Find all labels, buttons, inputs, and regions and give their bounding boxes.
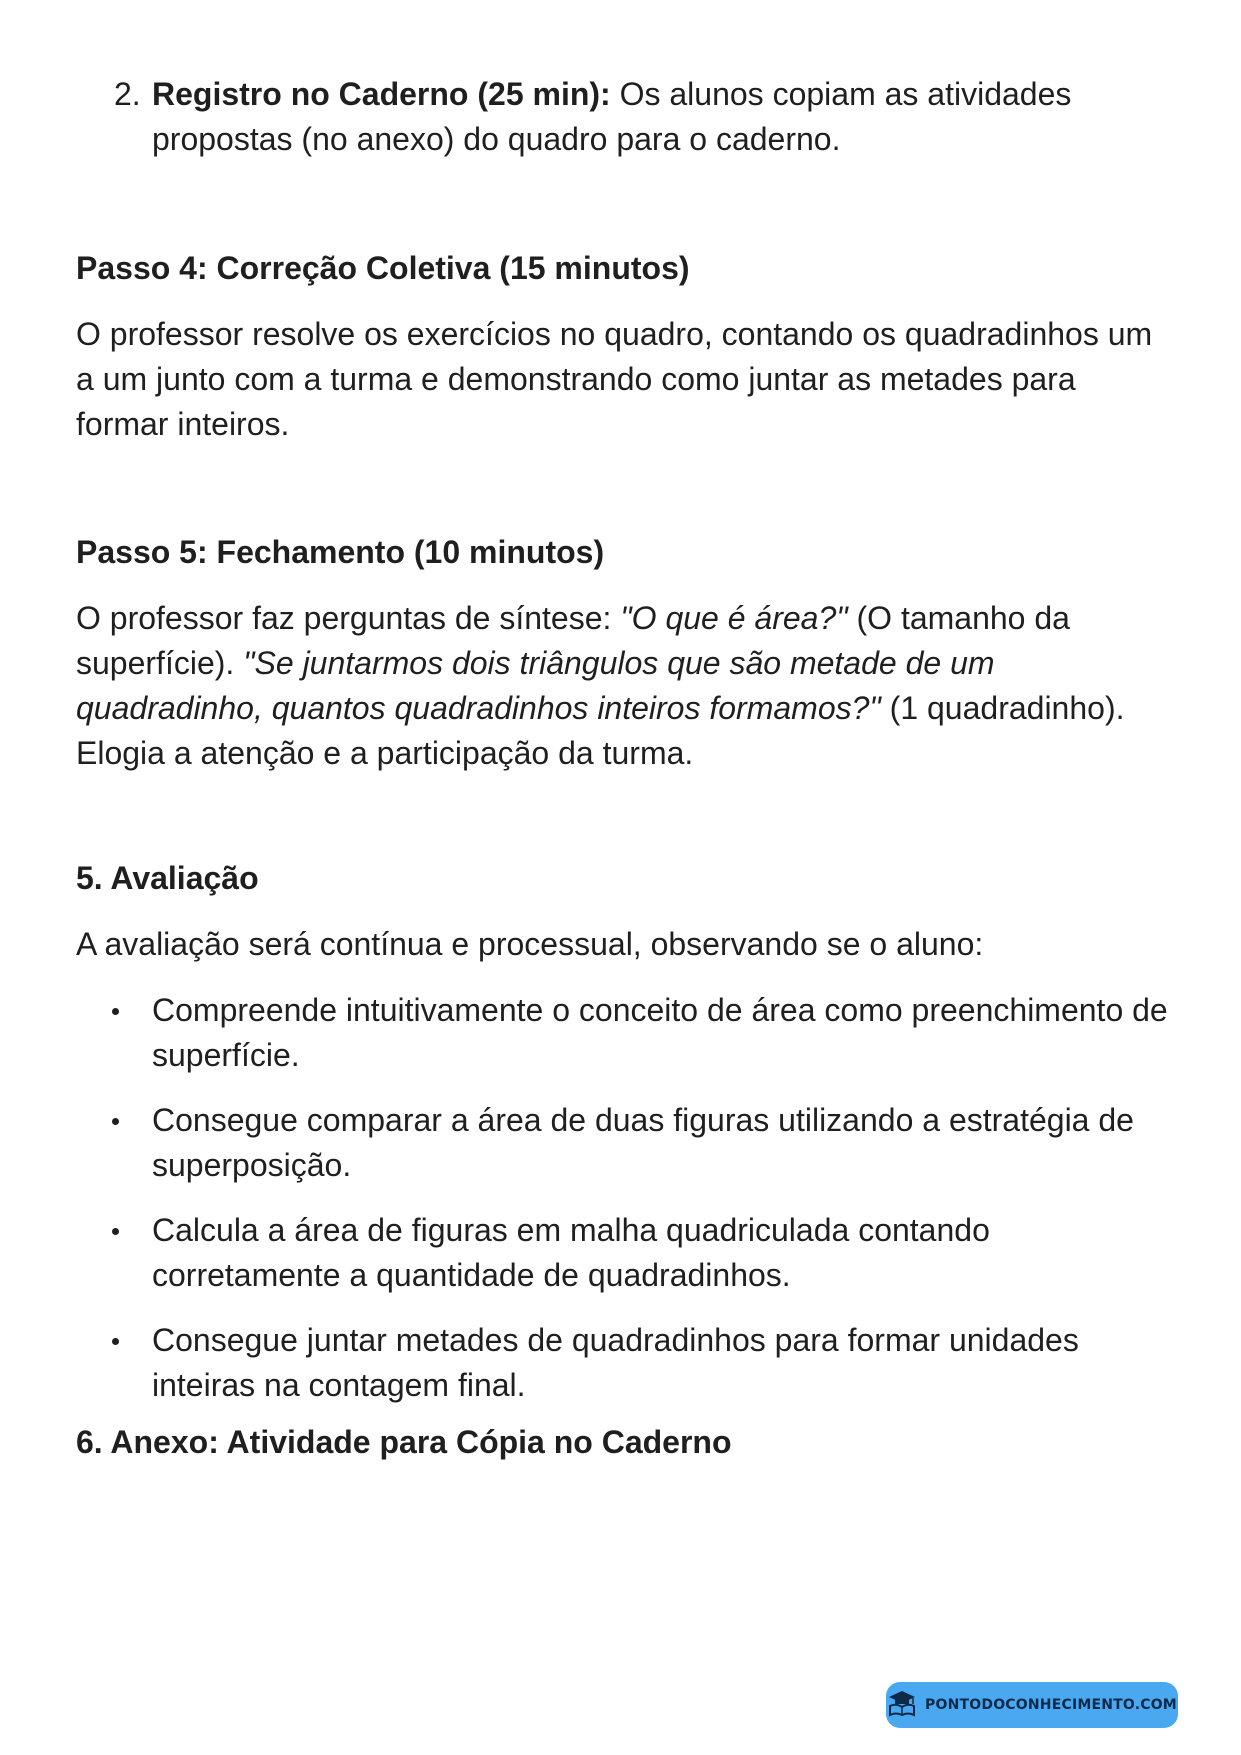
list-item: Compreende intuitivamente o conceito de área como preenchimento de superfície. bbox=[76, 988, 1176, 1078]
step-text: Os alunos copiam as atividades propostas (no anexo) do quadro para o caderno. bbox=[152, 76, 1072, 157]
list-number: 2. bbox=[114, 76, 141, 112]
passo5-text-3: (1 quadradinho). Elogia a atenção e a participação da turma. bbox=[76, 690, 1125, 771]
list-item: Calcula a área de figuras em malha quadriculada contando corretamente a quantidade de quadradinhos. bbox=[76, 1208, 1176, 1298]
anexo-heading: 6. Anexo: Atividade para Cópia no Caderno bbox=[76, 1424, 732, 1460]
bullet-dot bbox=[112, 1008, 119, 1015]
site-logo-link[interactable] bbox=[886, 1682, 1178, 1728]
passo4-heading: Passo 4: Correção Coletiva (15 minutos) bbox=[76, 250, 690, 286]
avaliacao-heading: 5. Avaliação bbox=[76, 860, 259, 896]
passo5-question-2: "Se juntarmos dois triângulos que são metade de um quadradinho, quantos quadradinhos inteiros formamos?" bbox=[76, 645, 995, 726]
avaliacao-bullet-list bbox=[76, 988, 1176, 1428]
step-title: Registro no Caderno (25 min): bbox=[152, 76, 611, 112]
bullet-dot bbox=[112, 1228, 119, 1235]
bullet-dot bbox=[112, 1118, 119, 1125]
passo5-text-1: O professor faz perguntas de síntese: bbox=[76, 600, 621, 636]
bullet-dot bbox=[112, 1338, 119, 1345]
avaliacao-intro: A avaliação será contínua e processual, observando se o aluno: bbox=[76, 926, 984, 962]
list-item: Consegue comparar a área de duas figuras utilizando a estratégia de superposição. bbox=[76, 1098, 1176, 1188]
list-item: Consegue juntar metades de quadradinhos para formar unidades inteiras na contagem final. bbox=[76, 1318, 1176, 1408]
passo5-question-1: "O que é área?" bbox=[620, 600, 848, 636]
passo4-paragraph: O professor resolve os exercícios no quadro, contando os quadradinhos um a um junto com a turma e demonstrando como juntar as metades para formar inteiros. bbox=[76, 316, 1153, 442]
passo5-heading: Passo 5: Fechamento (10 minutos) bbox=[76, 534, 605, 570]
passo5-text-2: (O tamanho da superfície). bbox=[76, 600, 1070, 681]
site-logo-text: PONTODOCONHECIMENTO.COM bbox=[925, 1697, 1177, 1713]
graduation-book-icon bbox=[887, 1689, 917, 1722]
passo5-paragraph bbox=[76, 596, 1166, 776]
